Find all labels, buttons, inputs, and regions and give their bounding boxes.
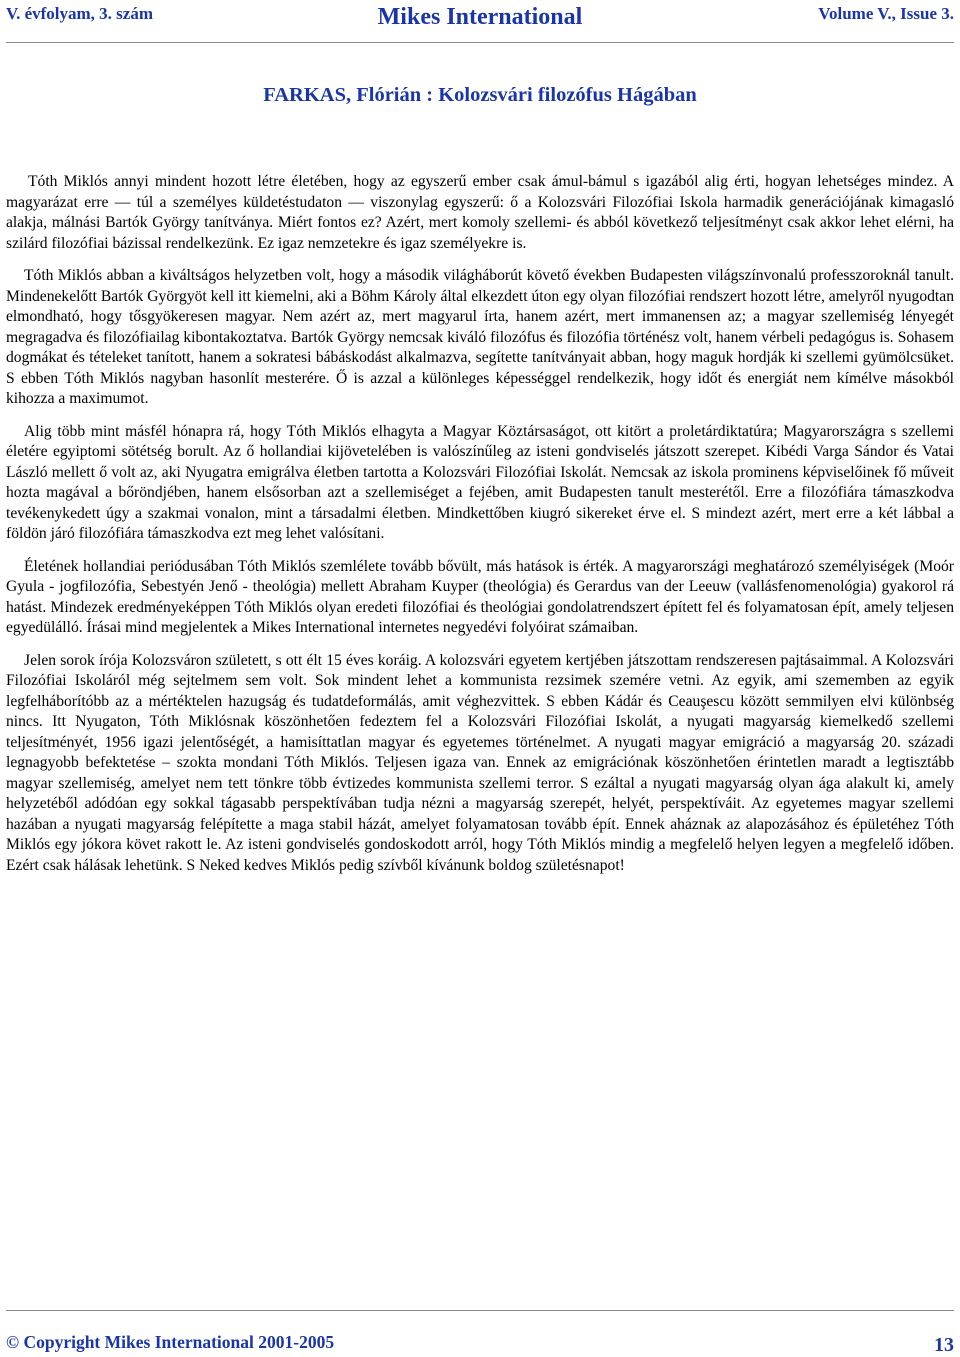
paragraph-5: Jelen sorok írója Kolozsváron született, s ott élt 15 éves koráig. A kolozsvári egyetem kertjében játszottam rendszeresen pajtásaimmal. A Kolozsvári Filozófiai Iskoláról még sejtelmem sem volt. Sok mindent lehet a kommunista rezsimek szemére vetni. Az egyik, ami szememben az egyik legfelháborítóbb az a mértéktelen hazugság és tudatdeformálás, amit véghezvittek. S ebben Kádár és Ceauşescu között semmilyen elvi különbség nincs. Itt Nyugaton, Tóth Miklósnak köszönhetően fedeztem fel a Kolozsvári Filozófiai Iskolát, a nyugati magyarság kiemelkedő szellemi teljesítményét, 1956 igazi jelentőségét, a hamisíttatlan magyar és egyetemes történelmet. A nyugati magyar emigráció a magyarság 20. századi legnagyobb befektetése – szokta mondani Tóth Miklós. Teljesen igaza van. Ennek az emigrációnak köszönhetően érintetlen maradt a legtisztább magyar szellemiség, amelyet nem tett tönkre több évtizedes kommunista szellemi terror. S ezáltal a nyugati magyarság olyan ága alakult ki, amely helyzetéből adódóan egy sokkal tágasabb perspektívában tudja nézni a magyarság szerepét, helyét, perspektíváit. Az egyetemes magyar szellemi hazában a nyugati magyarság felépítette a maga stabil házát, amelyet folyamatosan tovább épít. Ennek aháznak az alapozásához és épületéhez Tóth Miklós egy jókora követ rakott le. Az isteni gondviselés gondoskodott arról, hogy Tóth Miklós mindig a megfelelő helyen legyen a megfelelő időben. Ezért csak hálásak lehetünk. S Neked kedves Miklós pedig szívből kívánunk boldog születésnapot! xyxy=(6,651,954,874)
copyright-notice: © Copyright Mikes International 2001-2005 xyxy=(6,1332,335,1352)
issue-label-english: Volume V., Issue 3. xyxy=(818,4,954,23)
article-title: FARKAS, Flórián : Kolozsvári filozófus Hágában xyxy=(263,84,697,106)
paragraph-1: Tóth Miklós annyi mindent hozott létre életében, hogy az egyszerű ember csak ámul-bámul s igazából alig érti, hogyan lehetséges mindez. A magyarázat erre — túl a személyes küldetéstudaton — viszonylag egyszerű: ő a Kolozsvári Filozófiai Iskola harmadik generációjának kimagasló alakja, málnási Bartók György tanítványa. Miért fontos ez? Azért, mert komoly szellemi- és abból következő teljesítményt csak akkor lehet elérni, ha szilárd filozófiai bázissal rendelkezünk. Ez igaz nemzetekre és igaz személyekre is. xyxy=(6,173,954,252)
article-body xyxy=(6,172,954,888)
paragraph-3: Alig több mint másfél hónapra rá, hogy Tóth Miklós elhagyta a Magyar Köztársaságot, ott kitört a proletárdiktatúra; Magyarországra s szellemi életére egyiptomi sötétség borult. Az ő hollandiai kijövetelében is valószínűleg az isteni gondviselés játszott szerepet. Kibédi Varga Sándor és Vatai László mellett ő volt az, aki Nyugatra emigrálva életben tartotta a Kolozsvári Filozófiai Iskolát. Nemcsak az iskola prominens képviselőinek fő műveit hozta magával a bőröndjében, hanem elsősorban azt a szellemiséget a fejében, amit Budapesten tanult mesterétől. Erre a filozófiára támaszkodva tevékenykedett úgy a szakmai vonalon, mint a társadalmi életben. Mindkettőben kiugró sikereket érve el. S mindezt azért, mert erre a két lábbal a földön járó filozófiára támaszkodva ezt meg lehet valósítani. xyxy=(6,422,954,542)
issue-label-hungarian: V. évfolyam, 3. szám xyxy=(6,4,153,23)
header-divider xyxy=(6,42,954,43)
page-number: 13 xyxy=(934,1334,954,1356)
page-header xyxy=(6,0,954,44)
footer-divider xyxy=(6,1310,954,1311)
paragraph-4: Életének hollandiai periódusában Tóth Miklós szemlélete tovább bővült, más hatások is érték. A magyarországi meghatározó személyiségek (Moór Gyula - jogfilozófia, Sebestyén Jenő - theológia) mellett Abraham Kuyper (theológia) és Gerardus van der Leeuw (vallásfenomenológia) gyakorol rá hatást. Mindezek eredményeképpen Tóth Miklós olyan eredeti filozófiai és theológiai gondolatrendszert épített fel és folyamatosan épít, amely teljesen egyedülálló. Írásai mind megjelentek a Mikes International internetes negyedévi folyóirat számaiban. xyxy=(6,557,954,636)
journal-title: Mikes International xyxy=(377,4,583,30)
paragraph-2: Tóth Miklós abban a kiváltságos helyzetben volt, hogy a második világháborút követő években Budapesten világszínvonalú professzoroknál tanult. Mindenekelőtt Bartók Györgyöt kell itt kiemelni, aki a Böhm Károly által elkezdett úton egy olyan filozófiai rendszert hozott létre, amelyről nyugodtan elmondható, hogy tősgyökeresen magyar. Nem azért az, mert magyarul írta, hanem azért, mert immanensen az; a magyar szellemiség lényegét megragadva és filozófiailag kibontakoztatva. Bartók György nemcsak kiváló filozófus és filozófia történész volt, hanem vérbeli pedagógus is. Sohasem dogmákat és tételeket tanított, hanem a sokratesi bábáskodást alkalmazva, segítette tanítványait abban, hogy maguk hordják ki szellemi gyümölcsüket. S ebben Tóth Miklós nagyban hasonlít mesterére. Ő is azzal a különleges képességgel rendelkezik, hogy időt és energiát nem kímélve másokból kihozza a maximumot. xyxy=(6,267,954,407)
